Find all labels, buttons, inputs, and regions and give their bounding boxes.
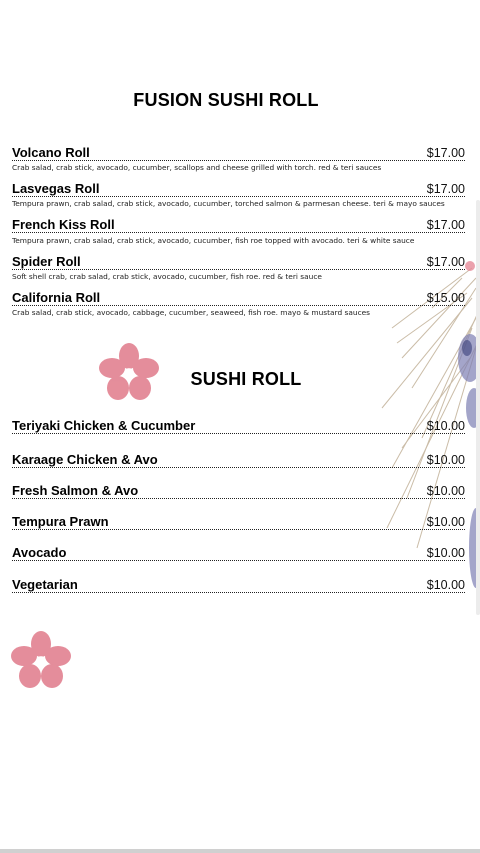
item-name: Karaage Chicken & Avo xyxy=(12,452,158,467)
menu-item xyxy=(12,145,465,161)
menu-item xyxy=(12,290,465,306)
item-price: $15.00 xyxy=(426,291,465,305)
item-price: $10.00 xyxy=(426,484,465,498)
menu-item xyxy=(12,514,465,530)
item-description: Soft shell crab, crab salad, crab stick, avocado, cucumber, fish roe. red & teri sauce xyxy=(12,272,322,281)
item-price: $10.00 xyxy=(426,515,465,529)
item-price: $17.00 xyxy=(426,182,465,196)
cherry-blossom-icon xyxy=(10,630,72,692)
item-description: Tempura prawn, crab salad, crab stick, avocado, cucumber, fish roe topped with avocado. teri & white sauce xyxy=(12,236,415,245)
item-name: Fresh Salmon & Avo xyxy=(12,483,139,498)
menu-item xyxy=(12,483,465,499)
item-price: $17.00 xyxy=(426,255,465,269)
item-price: $17.00 xyxy=(426,218,465,232)
item-name: Tempura Prawn xyxy=(12,514,109,529)
item-price: $17.00 xyxy=(426,146,465,160)
item-name: Vegetarian xyxy=(12,577,78,592)
item-description: Crab salad, crab stick, avocado, cucumber, scallops and cheese grilled with torch. red & teri sauces xyxy=(12,163,382,172)
item-name: Lasvegas Roll xyxy=(12,181,100,196)
section-title-sushi: SUSHI ROLL xyxy=(190,369,302,389)
item-price: $10.00 xyxy=(426,578,465,592)
item-name: Volcano Roll xyxy=(12,145,90,160)
item-name: Teriyaki Chicken & Cucumber xyxy=(12,418,196,433)
item-name: Spider Roll xyxy=(12,254,81,269)
item-description: Crab salad, crab stick, avocado, cabbage, cucumber, seaweed, fish roe. mayo & mustard sauces xyxy=(12,308,371,317)
menu-item xyxy=(12,181,465,197)
menu-item xyxy=(12,254,465,270)
item-price: $10.00 xyxy=(426,453,465,467)
page-edge-scrollbar[interactable] xyxy=(476,200,480,615)
item-name: California Roll xyxy=(12,290,101,305)
item-name: Avocado xyxy=(12,545,67,560)
menu-item xyxy=(12,545,465,561)
menu-item xyxy=(12,217,465,233)
section-title-fusion: FUSION SUSHI ROLL xyxy=(133,90,319,110)
item-price: $10.00 xyxy=(426,419,465,433)
item-name: French Kiss Roll xyxy=(12,217,115,232)
menu-item xyxy=(12,452,465,468)
menu-item xyxy=(12,577,465,593)
menu-item xyxy=(12,418,465,434)
bottom-bar xyxy=(0,849,480,853)
item-description: Tempura prawn, crab salad, crab stick, avocado, cucumber, torched salmon & parmesan cheese. teri & mayo sauces xyxy=(12,199,445,208)
item-price: $10.00 xyxy=(426,546,465,560)
